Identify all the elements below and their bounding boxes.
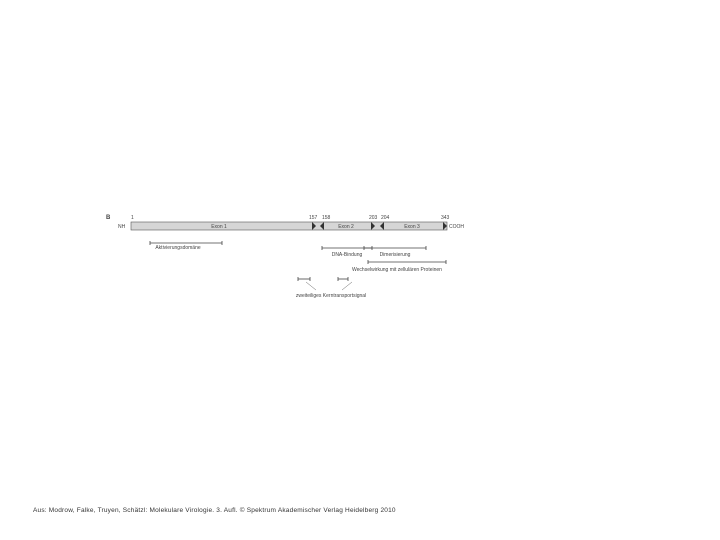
dna-binding-label: DNA-Bindung xyxy=(331,252,363,258)
nls-segment-2 xyxy=(338,277,348,281)
dimerization-bracket xyxy=(364,246,426,250)
source-caption: Aus: Modrow, Falke, Truyen, Schätzl: Molekulare Virologie. 3. Aufl. © Spektrum Akademischer Verlag Heidelberg 2010 xyxy=(33,507,396,514)
dimerization-label: Dimerisierung xyxy=(379,252,411,258)
nls-pointer-2 xyxy=(342,282,352,290)
exon-2-label: Exon 2 xyxy=(338,224,354,230)
position-1: 1 xyxy=(131,215,134,221)
protein-bar xyxy=(131,222,447,230)
nls-pointer-1 xyxy=(306,282,316,290)
position-204: 204 xyxy=(381,215,390,221)
protein-interaction-bracket xyxy=(368,260,446,264)
exon-3-label: Exon 3 xyxy=(404,224,420,230)
c-terminus-label: COOH xyxy=(449,224,464,230)
nls-label: zweiteiliges Kerntransportsignal xyxy=(295,293,367,299)
position-157: 157 xyxy=(309,215,318,221)
position-203: 203 xyxy=(369,215,378,221)
activation-domain-label: Aktivierungsdomäne xyxy=(155,245,201,251)
position-158: 158 xyxy=(322,215,331,221)
panel-label: B xyxy=(106,215,111,221)
exon-1-label: Exon 1 xyxy=(211,224,227,230)
nls-segment-1 xyxy=(298,277,310,281)
n-terminus-label: NH xyxy=(118,224,126,230)
protein-interaction-label: Wechselwirkung mit zellulären Proteinen xyxy=(352,267,442,273)
position-343: 343 xyxy=(441,215,450,221)
